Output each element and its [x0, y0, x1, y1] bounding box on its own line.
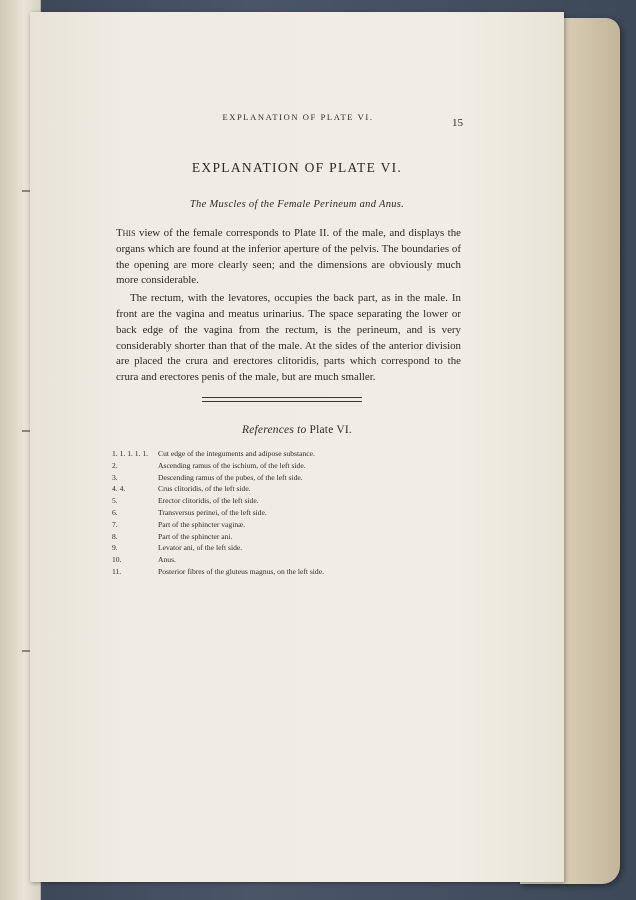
reference-text: Crus clitoridis, of the left side. — [158, 484, 251, 494]
reference-number: 8. — [112, 531, 118, 541]
reference-text: Levator ani, of the left side. — [158, 543, 243, 553]
list-item — [112, 519, 412, 531]
list-item — [112, 472, 412, 484]
reference-number: 10. — [112, 555, 122, 565]
paragraph-1-text: view of the female corresponds to Plate II. of the male, and displays the organs which are found at the inferior aperture of the pelvis. The boundaries of the opening are more clearly seen; and the dimensions are obviously much more considerable. — [116, 227, 461, 287]
paragraph-1-lead: This — [116, 227, 136, 239]
reference-text: Ascending ramus of the ischium, of the left side. — [158, 460, 306, 470]
references-heading-text: References to — [242, 424, 310, 436]
references-list — [112, 448, 412, 578]
list-item — [112, 483, 412, 495]
paragraph-1 — [116, 226, 461, 289]
reference-text: Transversus perinei, of the left side. — [158, 507, 267, 517]
book-page — [30, 12, 564, 882]
reference-text: Erector clitoridis, of the left side. — [158, 496, 259, 506]
page-title: EXPLANATION OF PLATE VI. — [191, 160, 403, 175]
list-item — [112, 495, 412, 507]
list-item — [112, 460, 412, 472]
page-number: 15 — [452, 117, 463, 129]
reference-number: 3. — [112, 472, 118, 482]
reference-number: 5. — [112, 496, 118, 506]
reference-text: Anus. — [158, 555, 176, 565]
list-item — [112, 507, 412, 519]
reference-text: Descending ramus of the pubes, of the left side. — [158, 472, 303, 482]
list-item — [112, 448, 412, 460]
reference-text: Part of the sphincter vaginæ. — [158, 519, 246, 529]
list-item — [112, 542, 412, 554]
reference-text: Part of the sphincter ani. — [158, 531, 233, 541]
reference-number: 2. — [112, 460, 118, 470]
reference-number: 1. 1. 1. 1. 1. — [112, 449, 149, 458]
section-divider — [202, 397, 362, 402]
reference-number: 9. — [112, 543, 118, 553]
reference-number: 6. — [112, 507, 118, 517]
reference-text: Posterior fibres of the gluteus magnus, on the left side. — [158, 566, 324, 576]
page-subtitle: The Muscles of the Female Perineum and Anus. — [189, 199, 405, 210]
reference-number: 11. — [112, 566, 122, 576]
list-item — [112, 531, 412, 543]
reference-text: Cut edge of the integuments and adipose substance. — [158, 449, 315, 458]
list-item — [112, 566, 412, 578]
reference-number: 7. — [112, 519, 118, 529]
list-item — [112, 554, 412, 566]
running-head: EXPLANATION OF PLATE VI. — [222, 112, 374, 122]
explanation-text — [116, 226, 461, 386]
references-heading-plate: Plate VI. — [309, 424, 352, 436]
reference-number: 4. 4. — [112, 484, 126, 494]
paragraph-2: The rectum, with the levatores, occupies the back part, as in the male. In front are the vagina and meatus urinarius. The space separating the lower or back edge of the vagina from the rectum, is the perineum, and is very considerably shorter than that of the male. At the sides of the anterior division are placed the crura and erectores clitoridis, parts which correspond to the crura and erectores penis of the male, but are much smaller. — [116, 292, 461, 384]
references-heading — [30, 424, 564, 436]
